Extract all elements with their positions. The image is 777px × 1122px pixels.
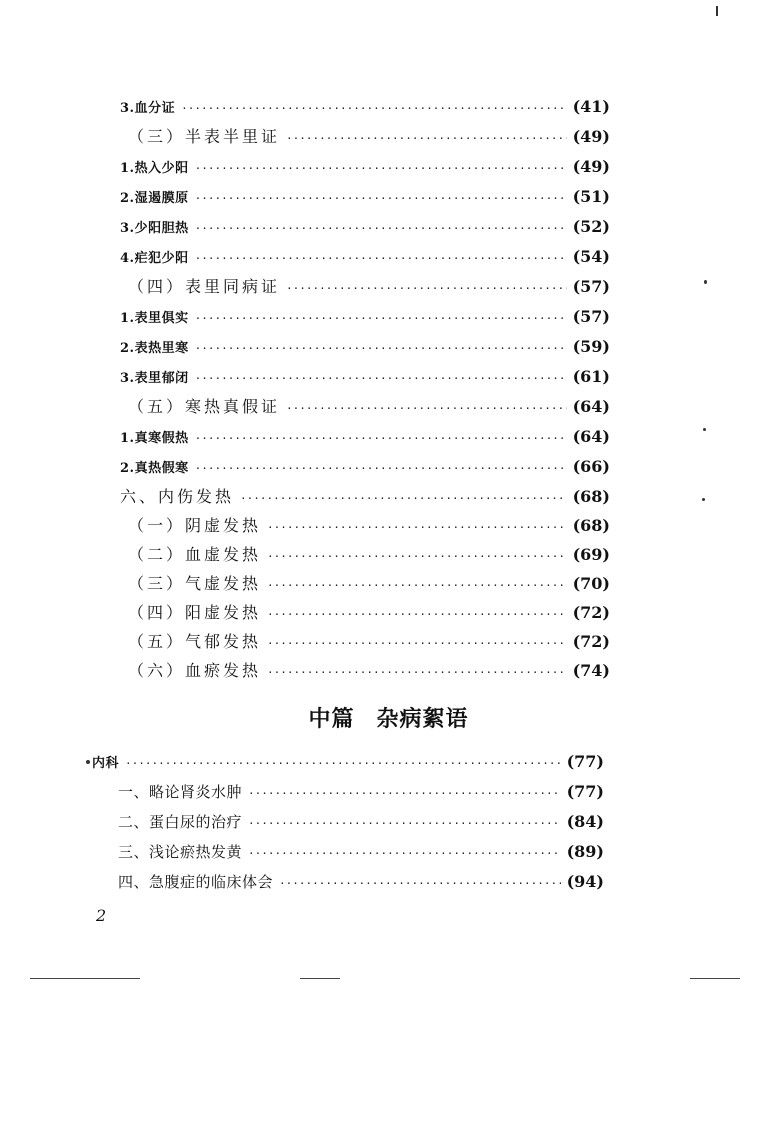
dot-leader xyxy=(195,215,567,243)
toc-entry-label: 内科 xyxy=(92,756,120,771)
toc-entry xyxy=(118,868,604,896)
dot-leader xyxy=(286,395,567,423)
toc-entry-page: (69) xyxy=(572,545,610,564)
toc-entry xyxy=(128,273,610,301)
toc-entry xyxy=(128,599,610,627)
dot-leader xyxy=(267,630,567,658)
dot-leader xyxy=(195,425,567,453)
scan-speck xyxy=(703,428,706,431)
toc-entry-label: 4.疟犯少阳 xyxy=(120,251,189,266)
toc-entry-label: 3.表里郁闭 xyxy=(120,371,189,386)
toc-entry-page: (77) xyxy=(566,752,604,771)
dot-leader xyxy=(195,305,567,333)
toc-entry-label: 二、蛋白尿的治疗 xyxy=(118,813,243,831)
dot-leader xyxy=(279,870,561,898)
scan-edge-line xyxy=(30,978,140,979)
toc-entry-page: (59) xyxy=(572,337,610,356)
toc-entry-label: （四）阳虚发热 xyxy=(128,603,262,622)
toc-entry-page: (94) xyxy=(566,872,604,891)
toc-entry-page: (51) xyxy=(572,187,610,206)
toc-entry-label: 四、急腹症的临床体会 xyxy=(118,873,274,891)
toc-entry xyxy=(128,570,610,598)
toc-entry-page: (66) xyxy=(572,457,610,476)
toc-entry-page: (72) xyxy=(572,603,610,622)
toc-entry-page: (64) xyxy=(572,397,610,416)
dot-leader xyxy=(267,543,567,571)
dot-leader xyxy=(267,514,567,542)
toc-entry xyxy=(128,657,610,685)
toc-entry-label: （三）半表半里证 xyxy=(128,127,281,146)
toc-entry xyxy=(92,748,604,776)
toc-entry-page: (89) xyxy=(566,842,604,861)
toc-entry-page: (72) xyxy=(572,632,610,651)
toc-entry-label: 3.血分证 xyxy=(120,101,176,116)
toc-entry xyxy=(120,453,610,481)
toc-entry xyxy=(120,213,610,241)
toc-entry-label: （五）寒热真假证 xyxy=(128,397,281,416)
toc-entry-page: (68) xyxy=(572,487,610,506)
toc-entry xyxy=(118,778,604,806)
toc-entry-label: （三）气虚发热 xyxy=(128,574,262,593)
dot-leader xyxy=(195,155,567,183)
toc-entry xyxy=(128,512,610,540)
toc-entry-page: (57) xyxy=(572,277,610,296)
toc-entry-page: (52) xyxy=(572,217,610,236)
toc-entry-label: 2.表热里寒 xyxy=(120,341,189,356)
toc-entry-label: 一、略论肾炎水肿 xyxy=(118,783,243,801)
toc-entry-label: （六）血瘀发热 xyxy=(128,661,262,680)
toc-entry-label: 2.真热假寒 xyxy=(120,461,189,476)
toc-entry-page: (77) xyxy=(566,782,604,801)
toc-entry xyxy=(120,483,610,511)
dot-leader xyxy=(286,275,567,303)
part-heading xyxy=(0,702,777,733)
toc-entry-label: 1.热入少阳 xyxy=(120,161,189,176)
dot-leader xyxy=(195,335,567,363)
toc-entry-page: (57) xyxy=(572,307,610,326)
toc-entry xyxy=(120,303,610,331)
dot-leader xyxy=(240,485,567,513)
toc-entry-page: (49) xyxy=(572,157,610,176)
toc-entry-page: (84) xyxy=(566,812,604,831)
scan-edge-line xyxy=(690,978,740,979)
scan-speck xyxy=(86,760,90,764)
dot-leader xyxy=(195,245,567,273)
toc-entry xyxy=(120,363,610,391)
toc-entry xyxy=(118,838,604,866)
scan-edge-line xyxy=(300,978,340,979)
toc-entry-label: （二）血虚发热 xyxy=(128,545,262,564)
dot-leader xyxy=(248,810,561,838)
toc-entry xyxy=(120,333,610,361)
dot-leader xyxy=(286,125,567,153)
dot-leader xyxy=(195,365,567,393)
toc-entry xyxy=(128,628,610,656)
toc-entry-page: (61) xyxy=(572,367,610,386)
toc-entry xyxy=(118,808,604,836)
toc-entry-label: 三、浅论瘀热发黄 xyxy=(118,843,243,861)
part-heading-title: 杂病絮语 xyxy=(376,706,469,732)
toc-entry-page: (64) xyxy=(572,427,610,446)
toc-entry xyxy=(128,541,610,569)
dot-leader xyxy=(248,840,561,868)
toc-entry-label: 1.表里俱实 xyxy=(120,311,189,326)
dot-leader xyxy=(195,185,567,213)
dot-leader xyxy=(248,780,561,808)
toc-entry-label: （一）阴虚发热 xyxy=(128,516,262,535)
toc-entry-label: 1.真寒假热 xyxy=(120,431,189,446)
toc-entry xyxy=(120,153,610,181)
part-heading-number: 中篇 xyxy=(308,706,355,732)
dot-leader xyxy=(195,455,567,483)
scan-speck xyxy=(716,6,718,16)
toc-entry-page: (70) xyxy=(572,574,610,593)
dot-leader xyxy=(267,572,567,600)
toc-entry-page: (68) xyxy=(572,516,610,535)
dot-leader xyxy=(267,659,567,687)
toc-entry-page: (49) xyxy=(572,127,610,146)
page-number: 2 xyxy=(96,906,107,925)
dot-leader xyxy=(181,95,567,123)
toc-entry xyxy=(120,423,610,451)
toc-entry xyxy=(120,243,610,271)
scan-speck xyxy=(702,498,705,501)
toc-entry-page: (54) xyxy=(572,247,610,266)
toc-entry-label: 六、内伤发热 xyxy=(120,487,235,506)
toc-entry-label: 2.湿遏膜原 xyxy=(120,191,189,206)
toc-entry-page: (41) xyxy=(572,97,610,116)
scan-speck xyxy=(704,280,707,284)
dot-leader xyxy=(267,601,567,629)
toc-entry xyxy=(128,393,610,421)
toc-entry xyxy=(120,93,610,121)
toc-entry-page: (74) xyxy=(572,661,610,680)
toc-entry-label: （五）气郁发热 xyxy=(128,632,262,651)
toc-entry-label: （四）表里同病证 xyxy=(128,277,281,296)
toc-entry xyxy=(128,123,610,151)
toc-entry-label: 3.少阳胆热 xyxy=(120,221,189,236)
dot-leader xyxy=(125,750,561,778)
toc-entry xyxy=(120,183,610,211)
